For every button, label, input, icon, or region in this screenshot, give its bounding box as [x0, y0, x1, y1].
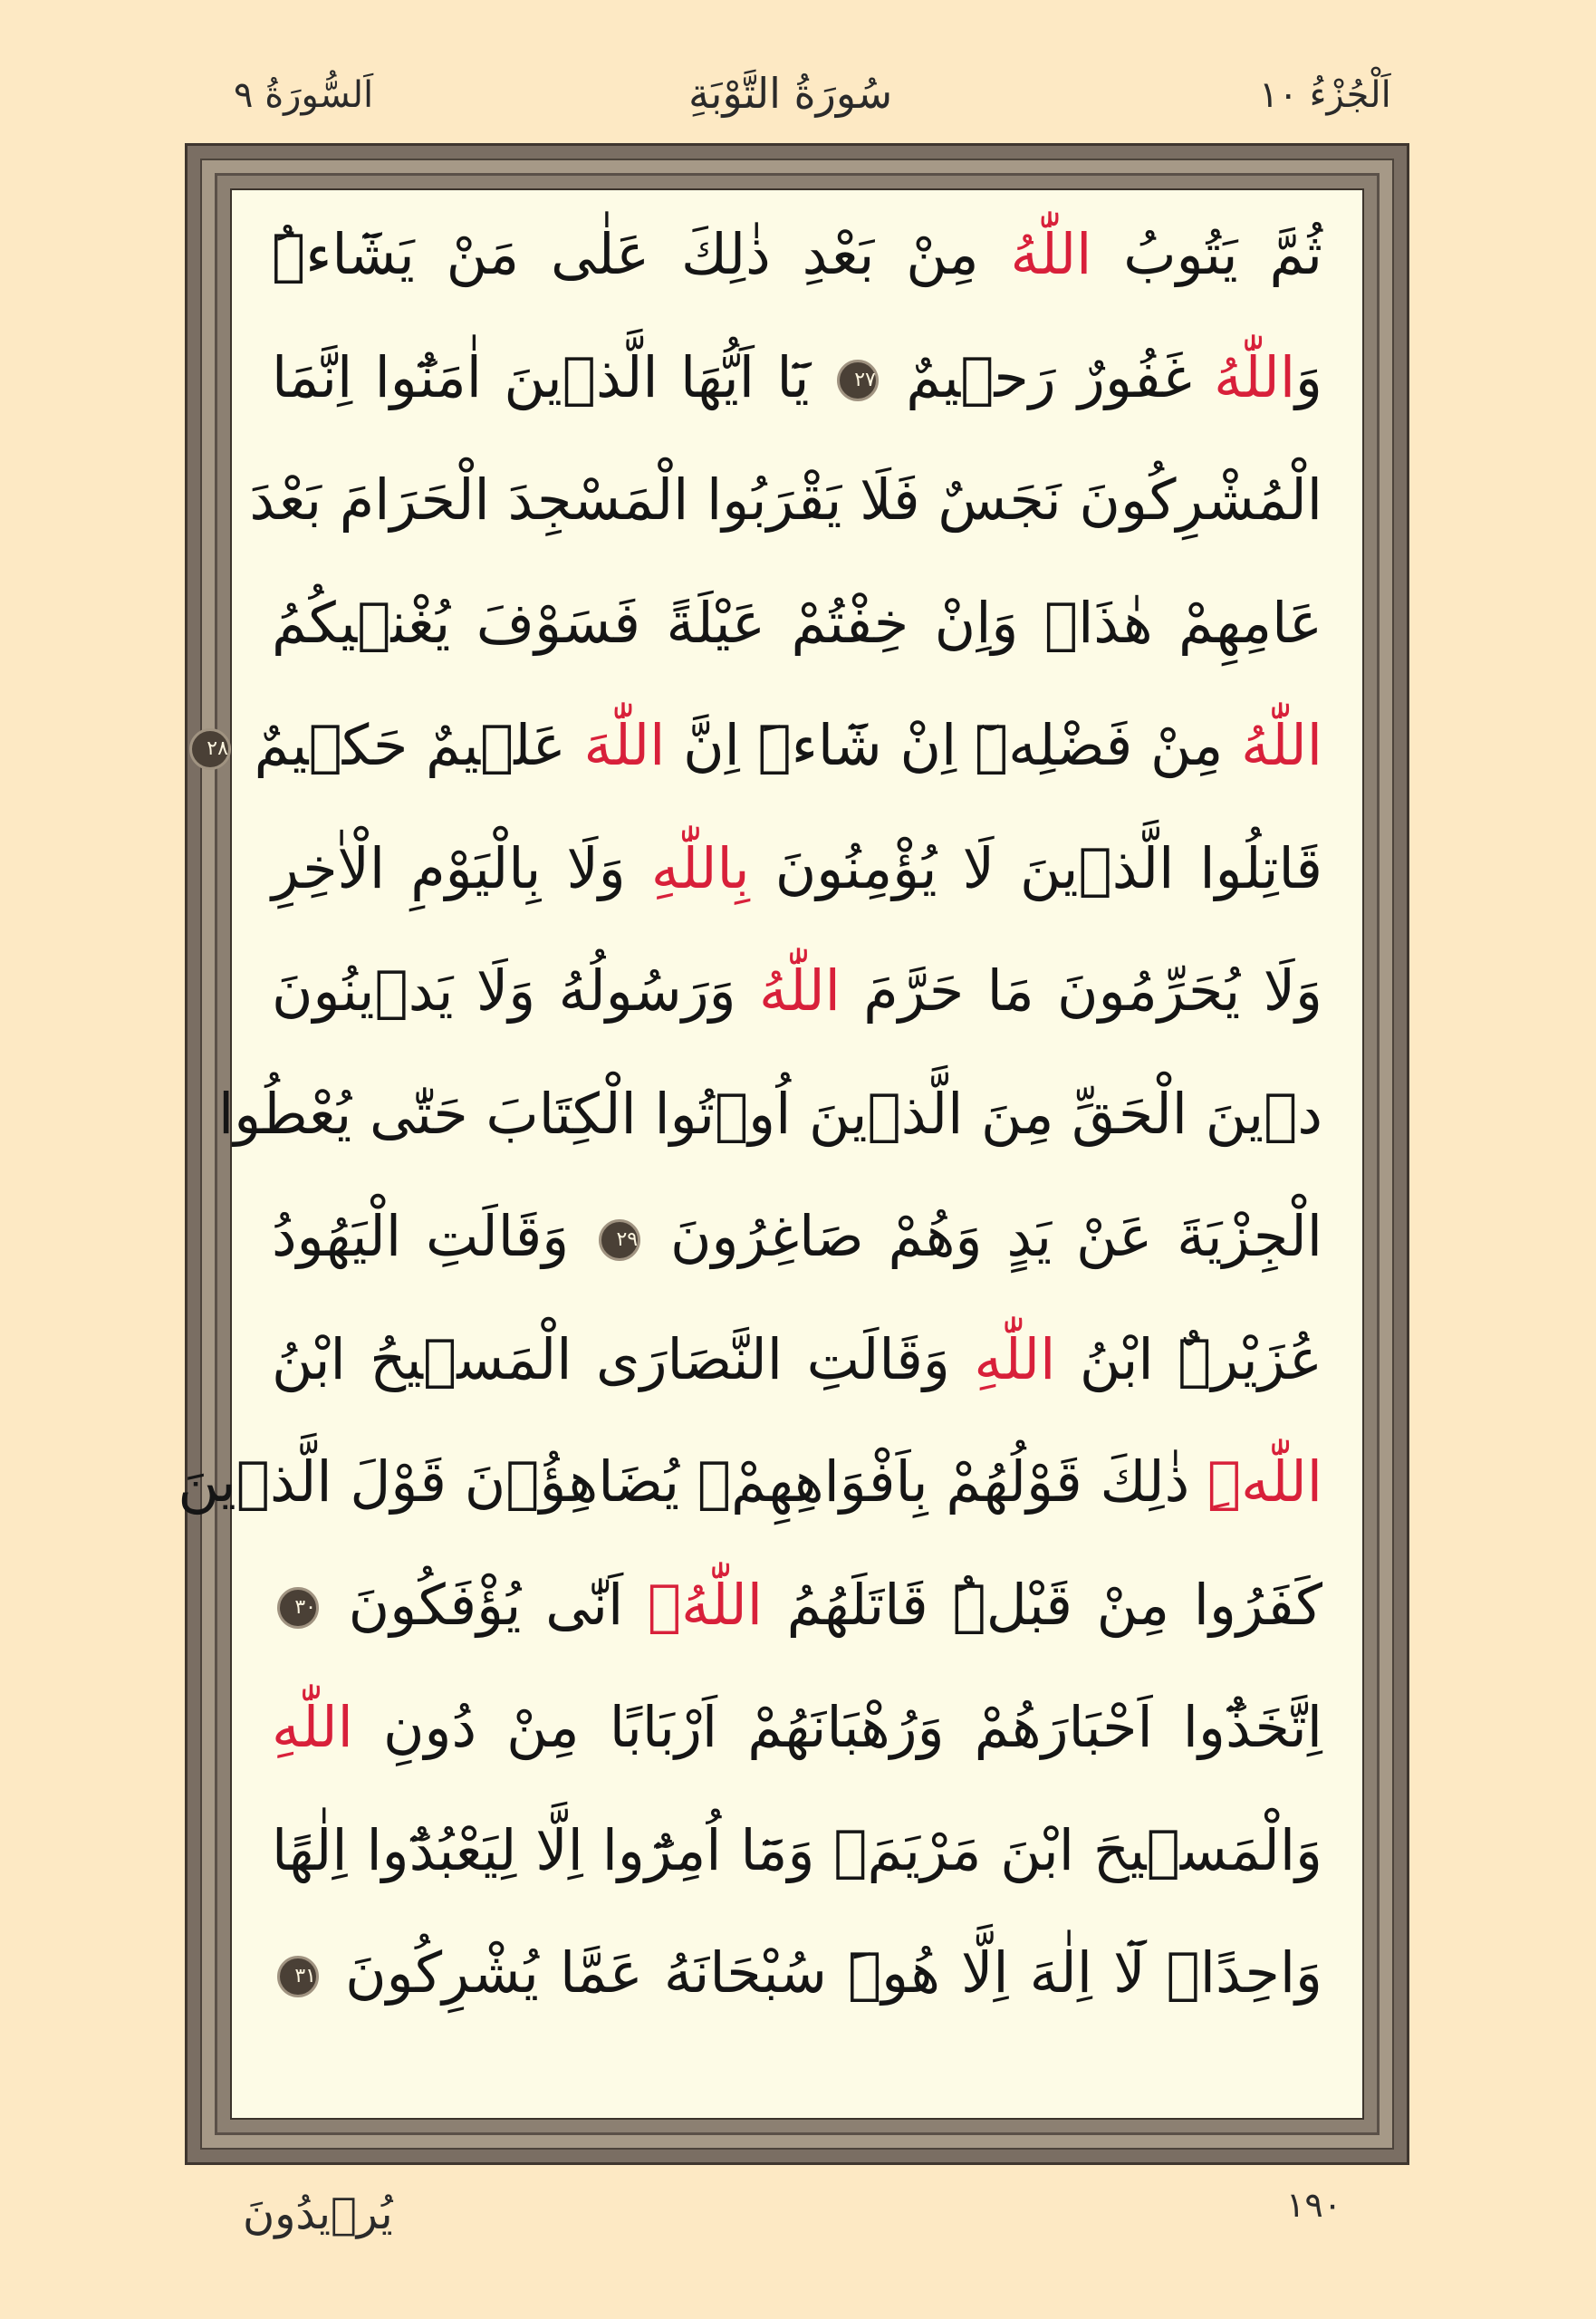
verse-text: عَل۪يمٌ حَك۪يمٌ	[236, 712, 584, 778]
page-frame	[178, 143, 1409, 2165]
divine-name: اللّٰهِ	[272, 1694, 353, 1760]
page-number: ١٩٠	[1286, 2185, 1342, 2225]
verse-text: اِتَّخَذُٓوا اَحْبَارَهُمْ وَرُهْبَانَهُمْ اَرْبَابًا مِنْ دُونِ	[352, 1694, 1322, 1760]
verse-text: اَنّٰى يُؤْفَكُونَ	[324, 1571, 648, 1638]
catchword: يُر۪يدُونَ	[243, 2189, 393, 2239]
text-line	[272, 573, 1322, 673]
verse-text: الْمُشْرِكُونَ نَجَسٌ فَلَا يَقْرَبُوا الْمَسْجِدَ الْحَرَامَ بَعْدَ	[249, 467, 1322, 533]
divine-name: اللّٰهُ	[1241, 712, 1322, 778]
text-line	[249, 450, 1322, 550]
text-line	[272, 1801, 1322, 1900]
divine-name: اللّٰهُ	[1010, 221, 1092, 287]
verse-text: وَ	[1295, 343, 1322, 410]
verse-text: وَرَسُولُهُ وَلَا يَد۪ينُونَ	[272, 957, 759, 1024]
verse-text: الْجِزْيَةَ عَنْ يَدٍ وَهُمْ صَاغِرُونَ	[646, 1203, 1322, 1269]
frame-band	[178, 159, 1394, 2150]
verse-text: وَقَالَتِ النَّصَارَى الْمَس۪يحُ ابْنُ	[272, 1325, 975, 1392]
verse-text: مِنْ بَعْدِ ذٰلِكَ عَلٰى مَنْ يَشَٓاءُۜ	[272, 221, 1011, 287]
divine-name: اللّٰهَ	[583, 712, 666, 778]
text-line	[272, 1923, 1322, 2023]
juz-label: اَلْجُزْءُ ١٠	[1259, 74, 1391, 116]
ayah-number-marker: ٢٨	[189, 728, 231, 770]
text-line	[272, 1310, 1322, 1410]
verse-text: وَقَالَتِ الْيَهُودُ	[272, 1203, 594, 1269]
verse-text: عَامِهِمْ هٰذَاۚ وَاِنْ خِفْتُمْ عَيْلَةً فَسَوْفَ يُغْن۪يكُمُ	[272, 589, 1322, 656]
verse-text: يَٓا اَيُّهَا الَّذ۪ينَ اٰمَنُٓوا اِنَّمَا	[272, 343, 832, 410]
divine-name: اللّٰهُۘ	[647, 1571, 763, 1638]
text-line	[272, 1555, 1322, 1655]
verse-text: وَلَا يُحَرِّمُونَ مَا حَرَّمَ	[840, 957, 1322, 1024]
text-line	[207, 696, 1322, 795]
ayah-number-marker: ٢٧	[837, 360, 879, 401]
verse-text: وَالْمَس۪يحَ ابْنَ مَرْيَمَۚ وَمَٓا اُمِرُٓوا اِلَّا لِيَعْبُدُٓوا اِلٰهًا	[272, 1816, 1322, 1883]
divine-name: اللّٰهُ	[1214, 343, 1296, 410]
text-line	[272, 819, 1322, 919]
text-line	[272, 205, 1322, 304]
surah-name: سُورَةُ التَّوْبَةِ	[688, 69, 893, 118]
text-line	[218, 1064, 1322, 1164]
surah-number-label: اَلسُّورَةُ ٩	[234, 74, 374, 116]
divine-name: اللّٰهُ	[758, 957, 841, 1024]
divine-name: بِاللّٰهِ	[650, 834, 750, 901]
ayah-number-marker: ٣١	[277, 1956, 319, 1997]
verse-text: وَاحِدًاۚ لَٓا اِلٰهَ اِلَّا هُوَۜ سُبْحَانَهُ عَمَّا يُشْرِكُونَ	[324, 1939, 1322, 2006]
verse-text: ثُمَّ يَتُوبُ	[1091, 221, 1322, 287]
text-panel	[178, 188, 1364, 2120]
ayah-number-marker: ٣٠	[277, 1587, 319, 1629]
verse-text: كَفَرُوا مِنْ قَبْلُۜ قَاتَلَهُمُ	[763, 1571, 1322, 1638]
verse-text: وَلَا بِالْيَوْمِ الْاٰخِرِ	[272, 834, 651, 901]
verse-text: غَفُورٌ رَح۪يمٌ	[883, 343, 1215, 410]
frame-inner-border	[178, 173, 1380, 2135]
text-line	[178, 1432, 1322, 1532]
verse-text: مِنْ فَضْلِه۪ٓ اِنْ شَٓاءَۜ اِنَّ	[665, 712, 1242, 778]
verse-text: د۪ينَ الْحَقِّ مِنَ الَّذ۪ينَ اُو۫تُوا الْكِتَابَ حَتّٰى يُعْطُوا	[218, 1080, 1322, 1147]
divine-name: اللّٰهِ	[974, 1325, 1056, 1392]
text-line	[272, 1187, 1322, 1286]
text-line	[272, 941, 1322, 1041]
verse-text: عُزَيْرٌۨ ابْنُ	[1055, 1325, 1323, 1392]
verse-text: قَاتِلُوا الَّذ۪ينَ لَا يُؤْمِنُونَ	[749, 834, 1322, 901]
divine-name: اللّٰهِۜ	[1207, 1448, 1322, 1515]
ayah-number-marker: ٢٩	[599, 1219, 640, 1261]
text-line	[272, 328, 1322, 428]
text-line	[272, 1678, 1322, 1777]
verse-text: ذٰلِكَ قَوْلُهُمْ بِاَفْوَاهِهِمْۚ يُضَاهِؤُ۫نَ قَوْلَ الَّذ۪ينَ	[178, 1448, 1207, 1515]
